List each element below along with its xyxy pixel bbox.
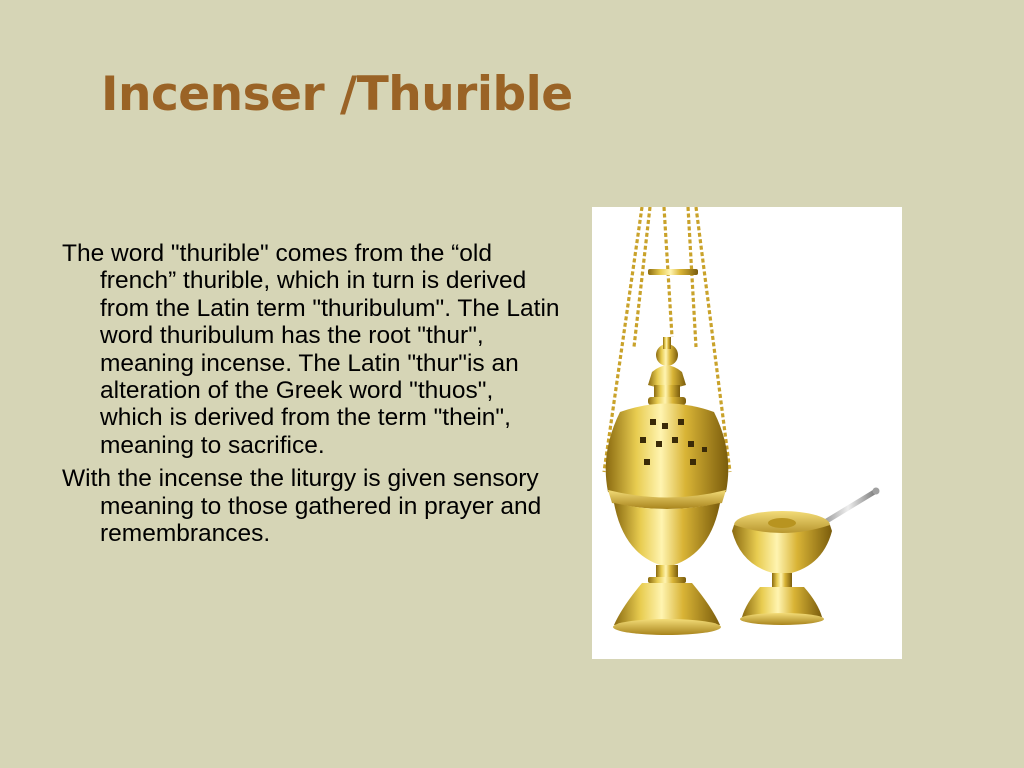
thurible-bowl — [606, 404, 729, 568]
thurible-base — [613, 565, 721, 635]
body-text — [62, 240, 562, 553]
thurible-illustration — [592, 207, 902, 659]
incense-boat — [732, 511, 832, 625]
chain-ring — [648, 269, 698, 275]
thurible-finial — [648, 337, 686, 405]
paragraph-etymology: The word "thurible" comes from the “old french” thurible, which in turn is derived from the Latin term "thuribulum". The Latin word thuribulum has the root "thur", meaning incense. The Latin "thur"is an alteration of the Greek word "thuos", which is derived from the term "thein", meaning to sacrifice. — [62, 240, 560, 459]
paragraph-liturgy: With the incense the liturgy is given sensory meaning to those gathered in prayer and remembrances. — [62, 465, 542, 548]
slide-title: Incenser /Thurible — [101, 67, 573, 122]
incense-spoon — [820, 488, 880, 526]
thurible-photo — [592, 207, 902, 659]
